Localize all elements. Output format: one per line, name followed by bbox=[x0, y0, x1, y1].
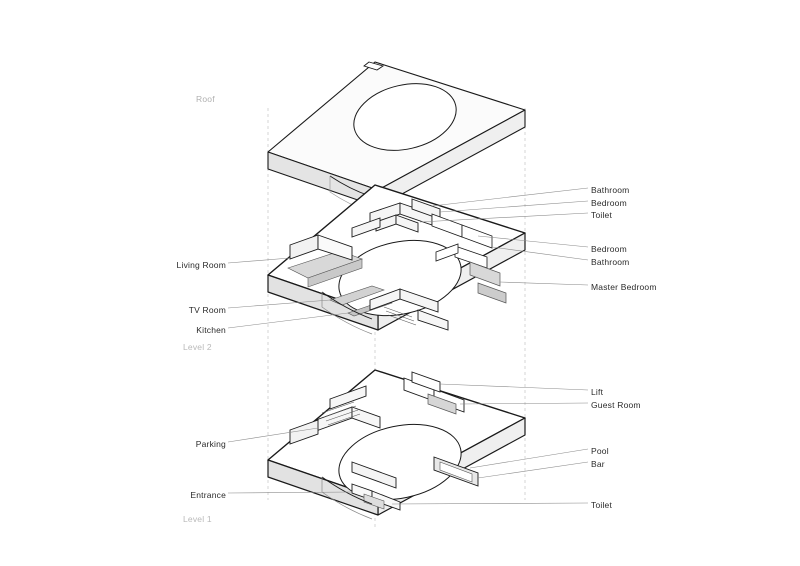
label-level-1: Level 1 bbox=[183, 514, 212, 524]
label-entrance: Entrance bbox=[190, 490, 226, 500]
label-guest-room: Guest Room bbox=[591, 400, 641, 410]
label-bedroom-upper: Bedroom bbox=[591, 198, 627, 208]
label-bedroom-mid: Bedroom bbox=[591, 244, 627, 254]
label-level-2: Level 2 bbox=[183, 342, 212, 352]
label-roof: Roof bbox=[196, 94, 215, 104]
label-bathroom-upper: Bathroom bbox=[591, 185, 630, 195]
label-toilet-lower: Toilet bbox=[591, 500, 613, 510]
level-2-floor bbox=[268, 185, 525, 334]
label-bathroom-mid: Bathroom bbox=[591, 257, 630, 267]
label-lift: Lift bbox=[591, 387, 604, 397]
label-kitchen: Kitchen bbox=[196, 325, 226, 335]
label-toilet-upper: Toilet bbox=[591, 210, 613, 220]
label-bar: Bar bbox=[591, 459, 605, 469]
label-living-room: Living Room bbox=[176, 260, 226, 270]
label-parking: Parking bbox=[195, 439, 226, 449]
roof-slab bbox=[268, 62, 525, 212]
label-tv-room: TV Room bbox=[188, 305, 226, 315]
label-pool: Pool bbox=[591, 446, 609, 456]
label-master-bedroom: Master Bedroom bbox=[591, 282, 657, 292]
level-1-floor bbox=[268, 370, 525, 519]
